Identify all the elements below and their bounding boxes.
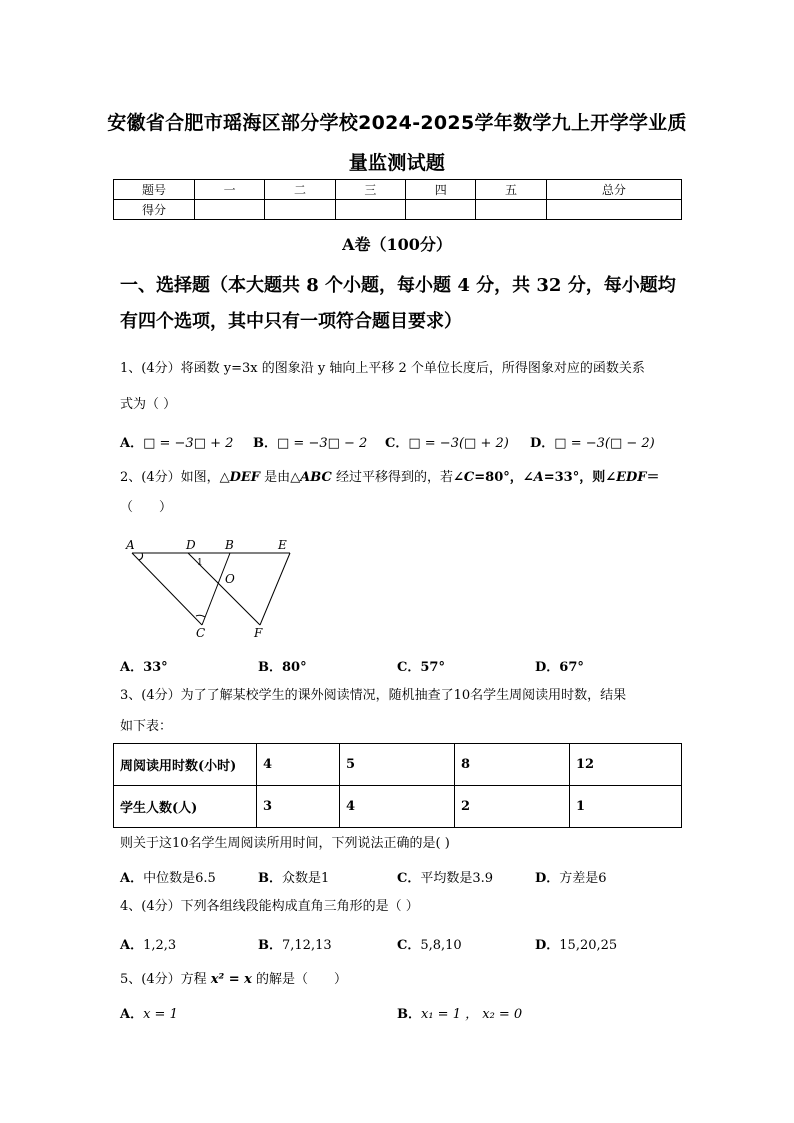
section-1-line: 一、选择题（本大题共 8 个小题，每小题 4 分，共 32 分，每小题均 bbox=[120, 275, 676, 296]
label-angle-1: 1 bbox=[197, 558, 203, 568]
label-o: O bbox=[225, 572, 235, 586]
option-value: 平均数是3.9 bbox=[420, 871, 494, 886]
option-letter: B． bbox=[397, 1007, 421, 1022]
option-value: 5,8,10 bbox=[420, 938, 462, 953]
angle-a-arc bbox=[139, 553, 143, 560]
option-letter: B． bbox=[253, 436, 277, 451]
score-input-cell[interactable] bbox=[335, 200, 405, 220]
q2-angle-a-value: =33°，则 bbox=[543, 470, 606, 485]
question-3-option-b[interactable] bbox=[258, 867, 329, 886]
q2-text: 经过平移得到的，若 bbox=[331, 470, 453, 485]
reading-table-cell: 12 bbox=[570, 744, 682, 786]
option-value: □ = −3□ − 2 bbox=[277, 436, 368, 451]
label-c: C bbox=[196, 626, 206, 640]
score-cell: 总分 bbox=[546, 180, 681, 200]
score-cell: 三 bbox=[335, 180, 405, 200]
option-letter: D． bbox=[530, 436, 555, 451]
question-2-figure bbox=[120, 533, 310, 643]
angle-c-arc bbox=[196, 615, 205, 617]
option-letter: A． bbox=[120, 660, 144, 675]
q5-prefix: 5、(4分）方程 bbox=[120, 972, 211, 987]
option-letter: D． bbox=[535, 660, 560, 675]
section-1-line: 有四个选项，其中只有一项符合题目要求） bbox=[120, 311, 462, 332]
option-value: 1,2,3 bbox=[143, 938, 177, 953]
reading-table-cell: 学生人数(人) bbox=[114, 786, 257, 828]
score-cell: 题号 bbox=[114, 180, 195, 200]
option-value: 57° bbox=[420, 660, 445, 675]
question-2-option-c[interactable] bbox=[397, 656, 445, 675]
option-value: 33° bbox=[143, 660, 168, 675]
option-value: 67° bbox=[559, 660, 584, 675]
question-2-option-d[interactable] bbox=[535, 656, 584, 675]
score-input-cell[interactable] bbox=[546, 200, 681, 220]
question-3-question: 则关于这10名学生周阅读所用时间，下列说法正确的是( ) bbox=[120, 836, 450, 851]
option-value: 中位数是6.5 bbox=[143, 871, 216, 886]
option-letter: A． bbox=[120, 1007, 144, 1022]
q5-equation: x² = x bbox=[210, 972, 252, 987]
label-f: F bbox=[254, 626, 263, 640]
reading-table-cell: 周阅读用时数(小时) bbox=[114, 744, 257, 786]
option-value: 15,20,25 bbox=[559, 938, 618, 953]
q5-suffix: 的解是（ ） bbox=[251, 972, 348, 987]
option-letter: C． bbox=[385, 436, 409, 451]
reading-table-cell: 4 bbox=[257, 744, 340, 786]
q2-prefix: 2、(4分）如图， bbox=[120, 470, 220, 485]
option-value: □ = −3(□ + 2) bbox=[408, 436, 509, 451]
question-4-option-c[interactable] bbox=[397, 934, 462, 953]
reading-table-students-row bbox=[114, 786, 682, 828]
question-3-option-a[interactable] bbox=[120, 867, 216, 886]
score-input-cell[interactable] bbox=[406, 200, 476, 220]
score-input-cell[interactable] bbox=[195, 200, 265, 220]
score-cell: 四 bbox=[406, 180, 476, 200]
question-3-stem-continued: 如下表： bbox=[120, 719, 173, 734]
label-b: B bbox=[225, 538, 234, 552]
score-cell: 五 bbox=[476, 180, 546, 200]
score-table bbox=[113, 179, 682, 220]
question-1-stem: 1、(4分）将函数 y=3x 的图象沿 y 轴向上平移 2 个单位长度后，所得图象对应的函数关系 bbox=[120, 361, 645, 376]
question-1-option-a[interactable] bbox=[120, 432, 233, 451]
question-1-stem-continued: 式为（ ） bbox=[120, 397, 177, 412]
section-a-heading: A卷（100分） bbox=[342, 235, 452, 254]
option-letter: D． bbox=[535, 938, 560, 953]
reading-table-cell: 3 bbox=[257, 786, 340, 828]
option-letter: B． bbox=[258, 660, 282, 675]
question-4-option-b[interactable] bbox=[258, 934, 332, 953]
option-letter: C． bbox=[397, 938, 421, 953]
question-4-stem: 4、(4分）下列各组线段能构成直角三角形的是（ ） bbox=[120, 899, 419, 914]
score-table-score-row bbox=[114, 200, 682, 220]
q2-equals: ＝ bbox=[646, 470, 660, 485]
option-value: 众数是1 bbox=[282, 871, 330, 886]
score-input-cell[interactable] bbox=[265, 200, 335, 220]
score-input-cell[interactable] bbox=[476, 200, 546, 220]
option-letter: C． bbox=[397, 871, 421, 886]
section-1-heading bbox=[120, 268, 680, 340]
option-letter: B． bbox=[258, 938, 282, 953]
question-2-option-b[interactable] bbox=[258, 656, 307, 675]
reading-table-cell: 2 bbox=[455, 786, 570, 828]
option-value: □ = −3□ + 2 bbox=[143, 436, 234, 451]
option-value: □ = −3(□ − 2) bbox=[554, 436, 655, 451]
reading-table-cell: 5 bbox=[340, 744, 455, 786]
question-3-option-d[interactable] bbox=[535, 867, 607, 886]
reading-table-cell: 1 bbox=[570, 786, 682, 828]
q2-text: 是由 bbox=[260, 470, 291, 485]
option-letter: A． bbox=[120, 938, 144, 953]
reading-table-cell: 4 bbox=[340, 786, 455, 828]
question-4-option-d[interactable] bbox=[535, 934, 617, 953]
question-1-option-c[interactable] bbox=[385, 432, 509, 451]
option-value: x = 1 bbox=[143, 1007, 178, 1022]
label-e: E bbox=[278, 538, 287, 552]
label-d: D bbox=[186, 538, 196, 552]
q2-angle-a: ∠A bbox=[522, 470, 544, 485]
question-5-option-a[interactable] bbox=[120, 1003, 178, 1022]
option-letter: A． bbox=[120, 871, 144, 886]
option-letter: A． bbox=[120, 436, 144, 451]
option-value: 80° bbox=[282, 660, 307, 675]
reading-table-cell: 8 bbox=[455, 744, 570, 786]
option-value: x₁ = 1 ， x₂ = 0 bbox=[421, 1007, 523, 1022]
q2-angle-c-value: =80°， bbox=[474, 470, 523, 485]
question-4-option-a[interactable] bbox=[120, 934, 176, 953]
option-value: 7,12,13 bbox=[282, 938, 332, 953]
question-3-option-c[interactable] bbox=[397, 867, 493, 886]
side-bc bbox=[202, 553, 230, 625]
question-2-stem bbox=[120, 469, 685, 487]
page-title: 安徽省合肥市瑶海区部分学校2024-2025学年数学九上开学学业质 bbox=[107, 112, 687, 134]
q2-angle-c: ∠C bbox=[453, 470, 475, 485]
question-5-option-b[interactable] bbox=[397, 1003, 522, 1022]
reading-table-hours-row bbox=[114, 744, 682, 786]
question-1-option-d[interactable] bbox=[530, 432, 655, 451]
question-2-stem-continued: （ ） bbox=[120, 500, 173, 515]
question-5-stem bbox=[120, 971, 685, 989]
question-1-option-b[interactable] bbox=[253, 432, 367, 451]
option-value: 方差是6 bbox=[559, 871, 607, 886]
side-ac bbox=[132, 553, 202, 625]
q2-triangle-def: △DEF bbox=[219, 470, 261, 485]
label-a: A bbox=[126, 538, 135, 552]
side-ef bbox=[260, 553, 290, 625]
score-cell: 得分 bbox=[114, 200, 195, 220]
option-letter: D． bbox=[535, 871, 560, 886]
page-title-continued: 量监测试题 bbox=[348, 152, 446, 174]
q2-angle-edf: ∠EDF bbox=[605, 470, 647, 485]
reading-time-table bbox=[113, 743, 682, 828]
score-table-header-row bbox=[114, 180, 682, 200]
question-2-option-a[interactable] bbox=[120, 656, 168, 675]
question-3-stem: 3、(4分）为了了解某校学生的课外阅读情况，随机抽查了10名学生周阅读用时数，结果 bbox=[120, 688, 627, 703]
score-cell: 一 bbox=[195, 180, 265, 200]
score-cell: 二 bbox=[265, 180, 335, 200]
option-letter: C． bbox=[397, 660, 421, 675]
q2-triangle-abc: △ABC bbox=[290, 470, 332, 485]
option-letter: B． bbox=[258, 871, 282, 886]
